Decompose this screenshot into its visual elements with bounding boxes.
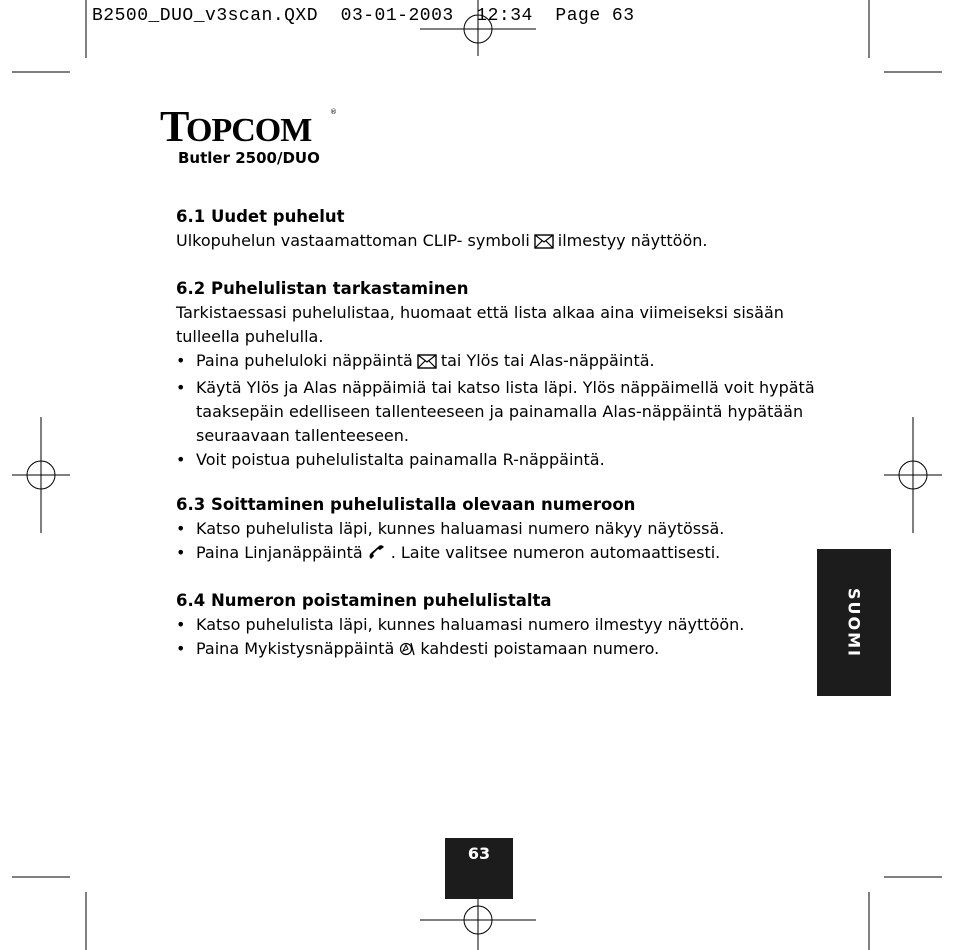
list-item: • Paina Linjanäppäintä . Laite valitsee numeron automaattisesti. [176, 541, 816, 568]
registration-mark-right [884, 417, 942, 533]
section-6-4 [176, 589, 816, 664]
page-number-box [445, 838, 513, 899]
envelope-icon [417, 352, 437, 376]
section-6-1 [176, 205, 816, 256]
svg-text:®: ® [330, 108, 337, 116]
page-number: 63 [467, 844, 491, 863]
section-text: Tarkistaessasi puhelulistaa, huomaat että lista alkaa aina viimeiseksi sisään tulleella puhelulla. [176, 303, 784, 346]
list-item: • Paina puheluloki näppäintä tai Ylös tai Alas-näppäintä. [176, 349, 816, 376]
section-text: Ulkopuhelun vastaamattoman CLIP- symboli ilmestyy näyttöön. [176, 229, 816, 256]
language-tab: SUOMI [817, 549, 891, 696]
print-header: B2500_DUO_v3scan.QXD 03-01-2003 12:34 Page 63 [92, 6, 635, 26]
list-item: • Katso puhelulista läpi, kunnes haluamasi numero ilmestyy näyttöön. [176, 613, 816, 637]
svg-text:OPCOM: OPCOM [186, 112, 312, 146]
section-title: 6.2 Puhelulistan tarkastaminen [176, 279, 469, 298]
list-item: • Käytä Ylös ja Alas näppäimiä tai katso lista läpi. Ylös näppäimellä voit hypätä taaksepäin edelliseen tallenteeseen ja painamalla Alas-näppäintä hypätään seuraavaan tallenteeseen. [176, 376, 816, 448]
list-item: • Voit poistua puhelulistalta painamalla R-näppäintä. [176, 448, 816, 472]
model-name: Butler 2500/DUO [178, 149, 320, 167]
section-6-3 [176, 493, 816, 568]
section-title: 6.1 Uudet puhelut [176, 207, 345, 226]
topcom-logo [160, 104, 340, 150]
registration-mark-bottom [420, 893, 536, 950]
envelope-icon [534, 232, 554, 256]
svg-text:T: T [160, 104, 190, 146]
registration-mark-left [12, 417, 70, 533]
mute-icon [398, 640, 416, 664]
list-item: • Katso puhelulista läpi, kunnes haluamasi numero näkyy näytössä. [176, 517, 816, 541]
list-item: • Paina Mykistysnäppäintä kahdesti poistamaan numero. [176, 637, 816, 664]
phone-handset-icon [367, 544, 387, 568]
page-content [176, 205, 816, 685]
section-6-2 [176, 277, 816, 472]
section-title: 6.4 Numeron poistaminen puhelulistalta [176, 591, 552, 610]
section-title: 6.3 Soittaminen puhelulistalla olevaan numeroon [176, 495, 636, 514]
